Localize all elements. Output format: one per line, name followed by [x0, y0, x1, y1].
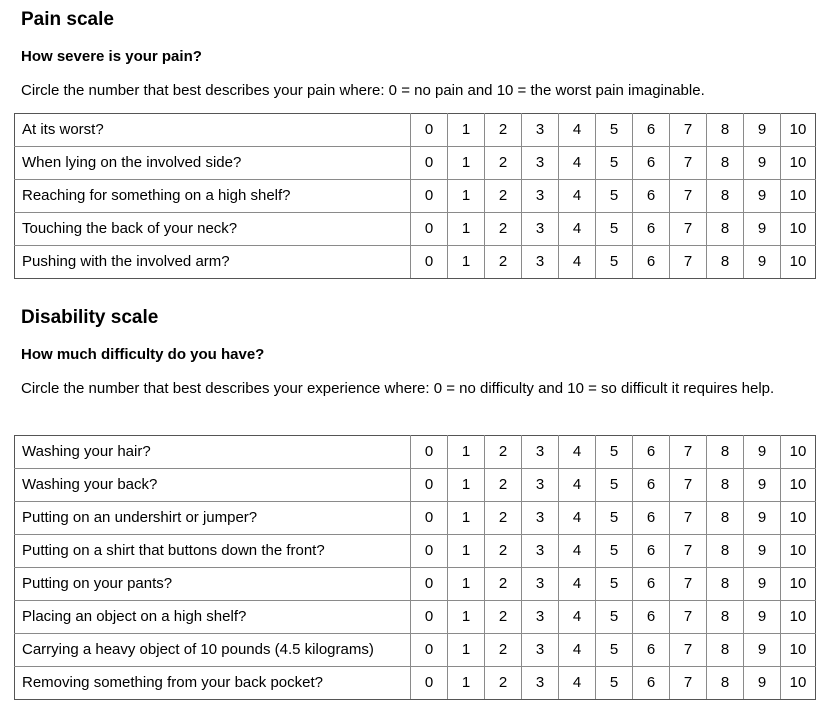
rating-option-0[interactable]: 0 [411, 502, 448, 535]
rating-option-8[interactable]: 8 [707, 469, 744, 502]
rating-option-6[interactable]: 6 [633, 180, 670, 213]
rating-option-1[interactable]: 1 [448, 213, 485, 246]
rating-option-4[interactable]: 4 [559, 601, 596, 634]
rating-option-0[interactable]: 0 [411, 535, 448, 568]
rating-option-10[interactable]: 10 [781, 469, 816, 502]
rating-option-7[interactable]: 7 [670, 634, 707, 667]
rating-option-10[interactable]: 10 [781, 114, 816, 147]
rating-option-2[interactable]: 2 [485, 634, 522, 667]
rating-option-1[interactable]: 1 [448, 469, 485, 502]
rating-option-3[interactable]: 3 [522, 213, 559, 246]
rating-option-0[interactable]: 0 [411, 180, 448, 213]
rating-option-10[interactable]: 10 [781, 535, 816, 568]
rating-option-2[interactable]: 2 [485, 180, 522, 213]
rating-option-0[interactable]: 0 [411, 568, 448, 601]
rating-option-4[interactable]: 4 [559, 114, 596, 147]
rating-option-7[interactable]: 7 [670, 535, 707, 568]
rating-option-0[interactable]: 0 [411, 601, 448, 634]
rating-option-5[interactable]: 5 [596, 667, 633, 700]
disability-item-row [15, 634, 816, 667]
rating-option-5[interactable]: 5 [596, 246, 633, 279]
rating-option-0[interactable]: 0 [411, 436, 448, 469]
disability-scale-title: Disability scale [21, 307, 159, 328]
rating-option-2[interactable]: 2 [485, 535, 522, 568]
pain-item-question: Reaching for something on a high shelf? [15, 180, 411, 213]
rating-option-3[interactable]: 3 [522, 436, 559, 469]
disability-item-row [15, 535, 816, 568]
rating-option-10[interactable]: 10 [781, 601, 816, 634]
rating-option-5[interactable]: 5 [596, 436, 633, 469]
rating-option-9[interactable]: 9 [744, 667, 781, 700]
rating-option-0[interactable]: 0 [411, 246, 448, 279]
disability-item-question: Placing an object on a high shelf? [15, 601, 411, 634]
rating-option-2[interactable]: 2 [485, 246, 522, 279]
rating-option-5[interactable]: 5 [596, 502, 633, 535]
pain-item-row [15, 147, 816, 180]
disability-item-question: Putting on your pants? [15, 568, 411, 601]
rating-option-6[interactable]: 6 [633, 246, 670, 279]
rating-option-9[interactable]: 9 [744, 246, 781, 279]
rating-option-7[interactable]: 7 [670, 436, 707, 469]
rating-option-7[interactable]: 7 [670, 213, 707, 246]
rating-option-10[interactable]: 10 [781, 667, 816, 700]
rating-option-8[interactable]: 8 [707, 436, 744, 469]
pain-rating-table [14, 113, 816, 279]
rating-option-0[interactable]: 0 [411, 469, 448, 502]
disability-question: How much difficulty do you have? [21, 346, 265, 363]
rating-option-7[interactable]: 7 [670, 246, 707, 279]
disability-instruction: Circle the number that best describes your experience where: 0 = no difficulty and 10 = so difficult it requires help. [21, 380, 775, 397]
rating-option-4[interactable]: 4 [559, 469, 596, 502]
rating-option-10[interactable]: 10 [781, 147, 816, 180]
rating-option-6[interactable]: 6 [633, 213, 670, 246]
rating-option-10[interactable]: 10 [781, 502, 816, 535]
rating-option-8[interactable]: 8 [707, 502, 744, 535]
rating-option-4[interactable]: 4 [559, 246, 596, 279]
rating-option-9[interactable]: 9 [744, 436, 781, 469]
rating-option-9[interactable]: 9 [744, 469, 781, 502]
rating-option-2[interactable]: 2 [485, 601, 522, 634]
rating-option-0[interactable]: 0 [411, 667, 448, 700]
rating-option-6[interactable]: 6 [633, 568, 670, 601]
disability-item-question: Removing something from your back pocket? [15, 667, 411, 700]
disability-item-row [15, 568, 816, 601]
rating-option-3[interactable]: 3 [522, 246, 559, 279]
disability-rating-table [14, 435, 816, 700]
rating-option-8[interactable]: 8 [707, 147, 744, 180]
pain-item-row [15, 114, 816, 147]
rating-option-4[interactable]: 4 [559, 502, 596, 535]
rating-option-3[interactable]: 3 [522, 667, 559, 700]
rating-option-6[interactable]: 6 [633, 469, 670, 502]
pain-item-row [15, 213, 816, 246]
rating-option-5[interactable]: 5 [596, 535, 633, 568]
pain-scale-title: Pain scale [21, 9, 114, 30]
rating-option-5[interactable]: 5 [596, 469, 633, 502]
disability-item-question: Carrying a heavy object of 10 pounds (4.5 kilograms) [15, 634, 411, 667]
rating-option-9[interactable]: 9 [744, 502, 781, 535]
disability-item-row [15, 502, 816, 535]
rating-option-1[interactable]: 1 [448, 568, 485, 601]
rating-option-10[interactable]: 10 [781, 436, 816, 469]
rating-option-3[interactable]: 3 [522, 114, 559, 147]
pain-instruction: Circle the number that best describes your pain where: 0 = no pain and 10 = the worst pain imaginable. [21, 82, 705, 99]
rating-option-2[interactable]: 2 [485, 213, 522, 246]
rating-option-9[interactable]: 9 [744, 568, 781, 601]
pain-item-question: Touching the back of your neck? [15, 213, 411, 246]
rating-option-4[interactable]: 4 [559, 568, 596, 601]
rating-option-0[interactable]: 0 [411, 147, 448, 180]
rating-option-5[interactable]: 5 [596, 114, 633, 147]
rating-option-7[interactable]: 7 [670, 601, 707, 634]
rating-option-7[interactable]: 7 [670, 568, 707, 601]
rating-option-5[interactable]: 5 [596, 147, 633, 180]
rating-option-3[interactable]: 3 [522, 147, 559, 180]
rating-option-4[interactable]: 4 [559, 180, 596, 213]
rating-option-6[interactable]: 6 [633, 502, 670, 535]
disability-item-question: Putting on an undershirt or jumper? [15, 502, 411, 535]
rating-option-8[interactable]: 8 [707, 601, 744, 634]
rating-option-6[interactable]: 6 [633, 634, 670, 667]
rating-option-7[interactable]: 7 [670, 469, 707, 502]
rating-option-8[interactable]: 8 [707, 634, 744, 667]
rating-option-2[interactable]: 2 [485, 469, 522, 502]
rating-option-5[interactable]: 5 [596, 634, 633, 667]
rating-option-5[interactable]: 5 [596, 568, 633, 601]
disability-item-row [15, 436, 816, 469]
disability-item-row [15, 601, 816, 634]
rating-option-2[interactable]: 2 [485, 568, 522, 601]
rating-option-2[interactable]: 2 [485, 436, 522, 469]
rating-option-6[interactable]: 6 [633, 147, 670, 180]
rating-option-1[interactable]: 1 [448, 246, 485, 279]
rating-option-8[interactable]: 8 [707, 667, 744, 700]
rating-option-4[interactable]: 4 [559, 147, 596, 180]
rating-option-1[interactable]: 1 [448, 502, 485, 535]
rating-option-1[interactable]: 1 [448, 147, 485, 180]
rating-option-1[interactable]: 1 [448, 634, 485, 667]
rating-option-8[interactable]: 8 [707, 180, 744, 213]
rating-option-2[interactable]: 2 [485, 667, 522, 700]
rating-option-0[interactable]: 0 [411, 634, 448, 667]
pain-item-row [15, 246, 816, 279]
rating-option-9[interactable]: 9 [744, 634, 781, 667]
rating-option-3[interactable]: 3 [522, 469, 559, 502]
rating-option-10[interactable]: 10 [781, 568, 816, 601]
rating-option-5[interactable]: 5 [596, 180, 633, 213]
rating-option-9[interactable]: 9 [744, 147, 781, 180]
rating-option-6[interactable]: 6 [633, 535, 670, 568]
rating-option-10[interactable]: 10 [781, 180, 816, 213]
rating-option-2[interactable]: 2 [485, 147, 522, 180]
disability-item-question: Washing your back? [15, 469, 411, 502]
rating-option-6[interactable]: 6 [633, 601, 670, 634]
pain-question: How severe is your pain? [21, 48, 202, 65]
rating-option-3[interactable]: 3 [522, 502, 559, 535]
rating-option-7[interactable]: 7 [670, 114, 707, 147]
rating-option-4[interactable]: 4 [559, 667, 596, 700]
rating-option-8[interactable]: 8 [707, 535, 744, 568]
rating-option-3[interactable]: 3 [522, 568, 559, 601]
rating-option-0[interactable]: 0 [411, 114, 448, 147]
rating-option-1[interactable]: 1 [448, 601, 485, 634]
rating-option-3[interactable]: 3 [522, 180, 559, 213]
disability-item-question: Washing your hair? [15, 436, 411, 469]
rating-option-8[interactable]: 8 [707, 114, 744, 147]
rating-option-7[interactable]: 7 [670, 502, 707, 535]
rating-option-10[interactable]: 10 [781, 634, 816, 667]
pain-item-question: Pushing with the involved arm? [15, 246, 411, 279]
disability-item-row [15, 667, 816, 700]
rating-option-4[interactable]: 4 [559, 535, 596, 568]
rating-option-6[interactable]: 6 [633, 114, 670, 147]
disability-item-row [15, 469, 816, 502]
rating-option-1[interactable]: 1 [448, 667, 485, 700]
pain-item-row [15, 180, 816, 213]
rating-option-2[interactable]: 2 [485, 502, 522, 535]
rating-option-8[interactable]: 8 [707, 568, 744, 601]
rating-option-1[interactable]: 1 [448, 436, 485, 469]
rating-option-9[interactable]: 9 [744, 180, 781, 213]
rating-option-9[interactable]: 9 [744, 114, 781, 147]
rating-option-3[interactable]: 3 [522, 601, 559, 634]
pain-item-question: At its worst? [15, 114, 411, 147]
rating-option-6[interactable]: 6 [633, 667, 670, 700]
rating-option-1[interactable]: 1 [448, 180, 485, 213]
rating-option-4[interactable]: 4 [559, 436, 596, 469]
rating-option-3[interactable]: 3 [522, 535, 559, 568]
rating-option-2[interactable]: 2 [485, 114, 522, 147]
pain-item-question: When lying on the involved side? [15, 147, 411, 180]
rating-option-8[interactable]: 8 [707, 246, 744, 279]
rating-option-4[interactable]: 4 [559, 213, 596, 246]
rating-option-7[interactable]: 7 [670, 147, 707, 180]
rating-option-1[interactable]: 1 [448, 114, 485, 147]
rating-option-9[interactable]: 9 [744, 601, 781, 634]
rating-option-6[interactable]: 6 [633, 436, 670, 469]
rating-option-7[interactable]: 7 [670, 667, 707, 700]
rating-option-5[interactable]: 5 [596, 601, 633, 634]
rating-option-1[interactable]: 1 [448, 535, 485, 568]
rating-option-4[interactable]: 4 [559, 634, 596, 667]
rating-option-3[interactable]: 3 [522, 634, 559, 667]
rating-option-7[interactable]: 7 [670, 180, 707, 213]
disability-item-question: Putting on a shirt that buttons down the front? [15, 535, 411, 568]
rating-option-8[interactable]: 8 [707, 213, 744, 246]
rating-option-10[interactable]: 10 [781, 246, 816, 279]
rating-option-9[interactable]: 9 [744, 213, 781, 246]
rating-option-5[interactable]: 5 [596, 213, 633, 246]
rating-option-10[interactable]: 10 [781, 213, 816, 246]
rating-option-0[interactable]: 0 [411, 213, 448, 246]
rating-option-9[interactable]: 9 [744, 535, 781, 568]
